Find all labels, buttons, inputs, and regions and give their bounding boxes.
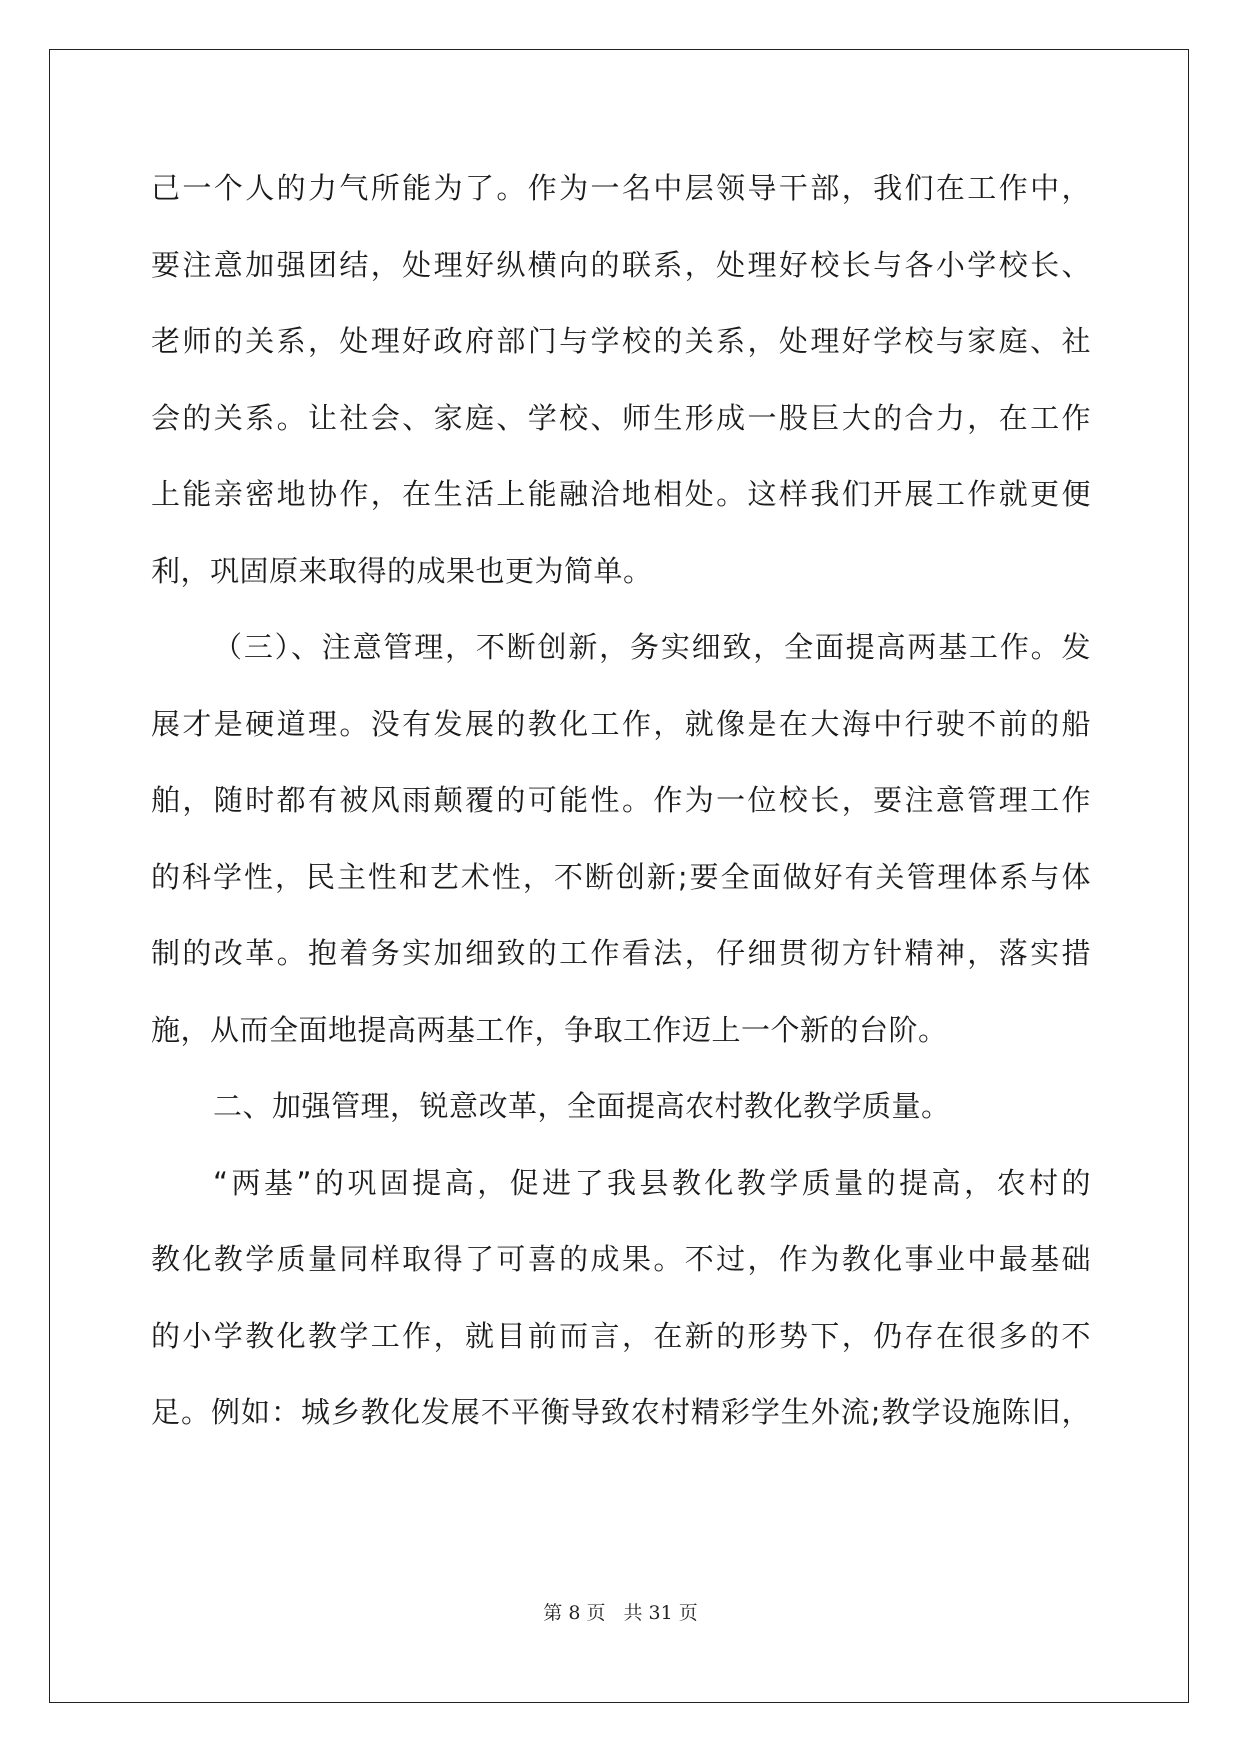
paragraph-line: 己一个人的力气所能为了。作为一名中层领导干部，我们在工作中， [151, 171, 1091, 205]
paragraph-line: 利，巩固原来取得的成果也更为简单。 [151, 553, 653, 588]
paragraph-line: 上能亲密地协作，在生活上能融洽地相处。这样我们开展工作就更便 [151, 477, 1091, 511]
paragraph-line: 足。例如：城乡教化发展不平衡导致农村精彩学生外流;教学设施陈旧， [151, 1395, 1091, 1429]
paragraph-line: 舶，随时都有被风雨颠覆的可能性。作为一位校长，要注意管理工作 [151, 783, 1091, 817]
section-heading: 二、加强管理，锐意改革，全面提高农村教化教学质量。 [213, 1089, 951, 1123]
paragraph-line: 展才是硬道理。没有发展的教化工作，就像是在大海中行驶不前的船 [151, 706, 1091, 741]
paragraph-line: 要注意加强团结，处理好纵横向的联系，处理好校长与各小学校长、 [151, 247, 1091, 282]
paragraph-line: 制的改革。抱着务实加细致的工作看法，仔细贯彻方针精神，落实措 [151, 936, 1091, 970]
paragraph-line: 的科学性，民主性和艺术性，不断创新;要全面做好有关管理体系与体 [151, 859, 1091, 894]
page-total: 共 31 页 [623, 1602, 698, 1624]
paragraph-line: 会的关系。让社会、家庭、学校、师生形成一股巨大的合力，在工作 [151, 400, 1091, 435]
page-number: 第 8 页 [543, 1602, 606, 1624]
paragraph-line: （三）、注意管理，不断创新，务实细致，全面提高两基工作。发 [213, 630, 1091, 664]
paragraph-line: “两基”的巩固提高，促进了我县教化教学质量的提高，农村的 [213, 1165, 1091, 1200]
paragraph-line: 施，从而全面地提高两基工作，争取工作迈上一个新的台阶。 [151, 1012, 948, 1047]
paragraph-line: 老师的关系，处理好政府部门与学校的关系，处理好学校与家庭、社 [151, 324, 1091, 358]
paragraph-line: 教化教学质量同样取得了可喜的成果。不过，作为教化事业中最基础 [151, 1242, 1091, 1276]
paragraph-line: 的小学教化教学工作，就目前而言，在新的形势下，仍存在很多的不 [151, 1318, 1091, 1353]
document-body [151, 150, 1091, 1451]
page-footer [0, 1598, 1241, 1625]
